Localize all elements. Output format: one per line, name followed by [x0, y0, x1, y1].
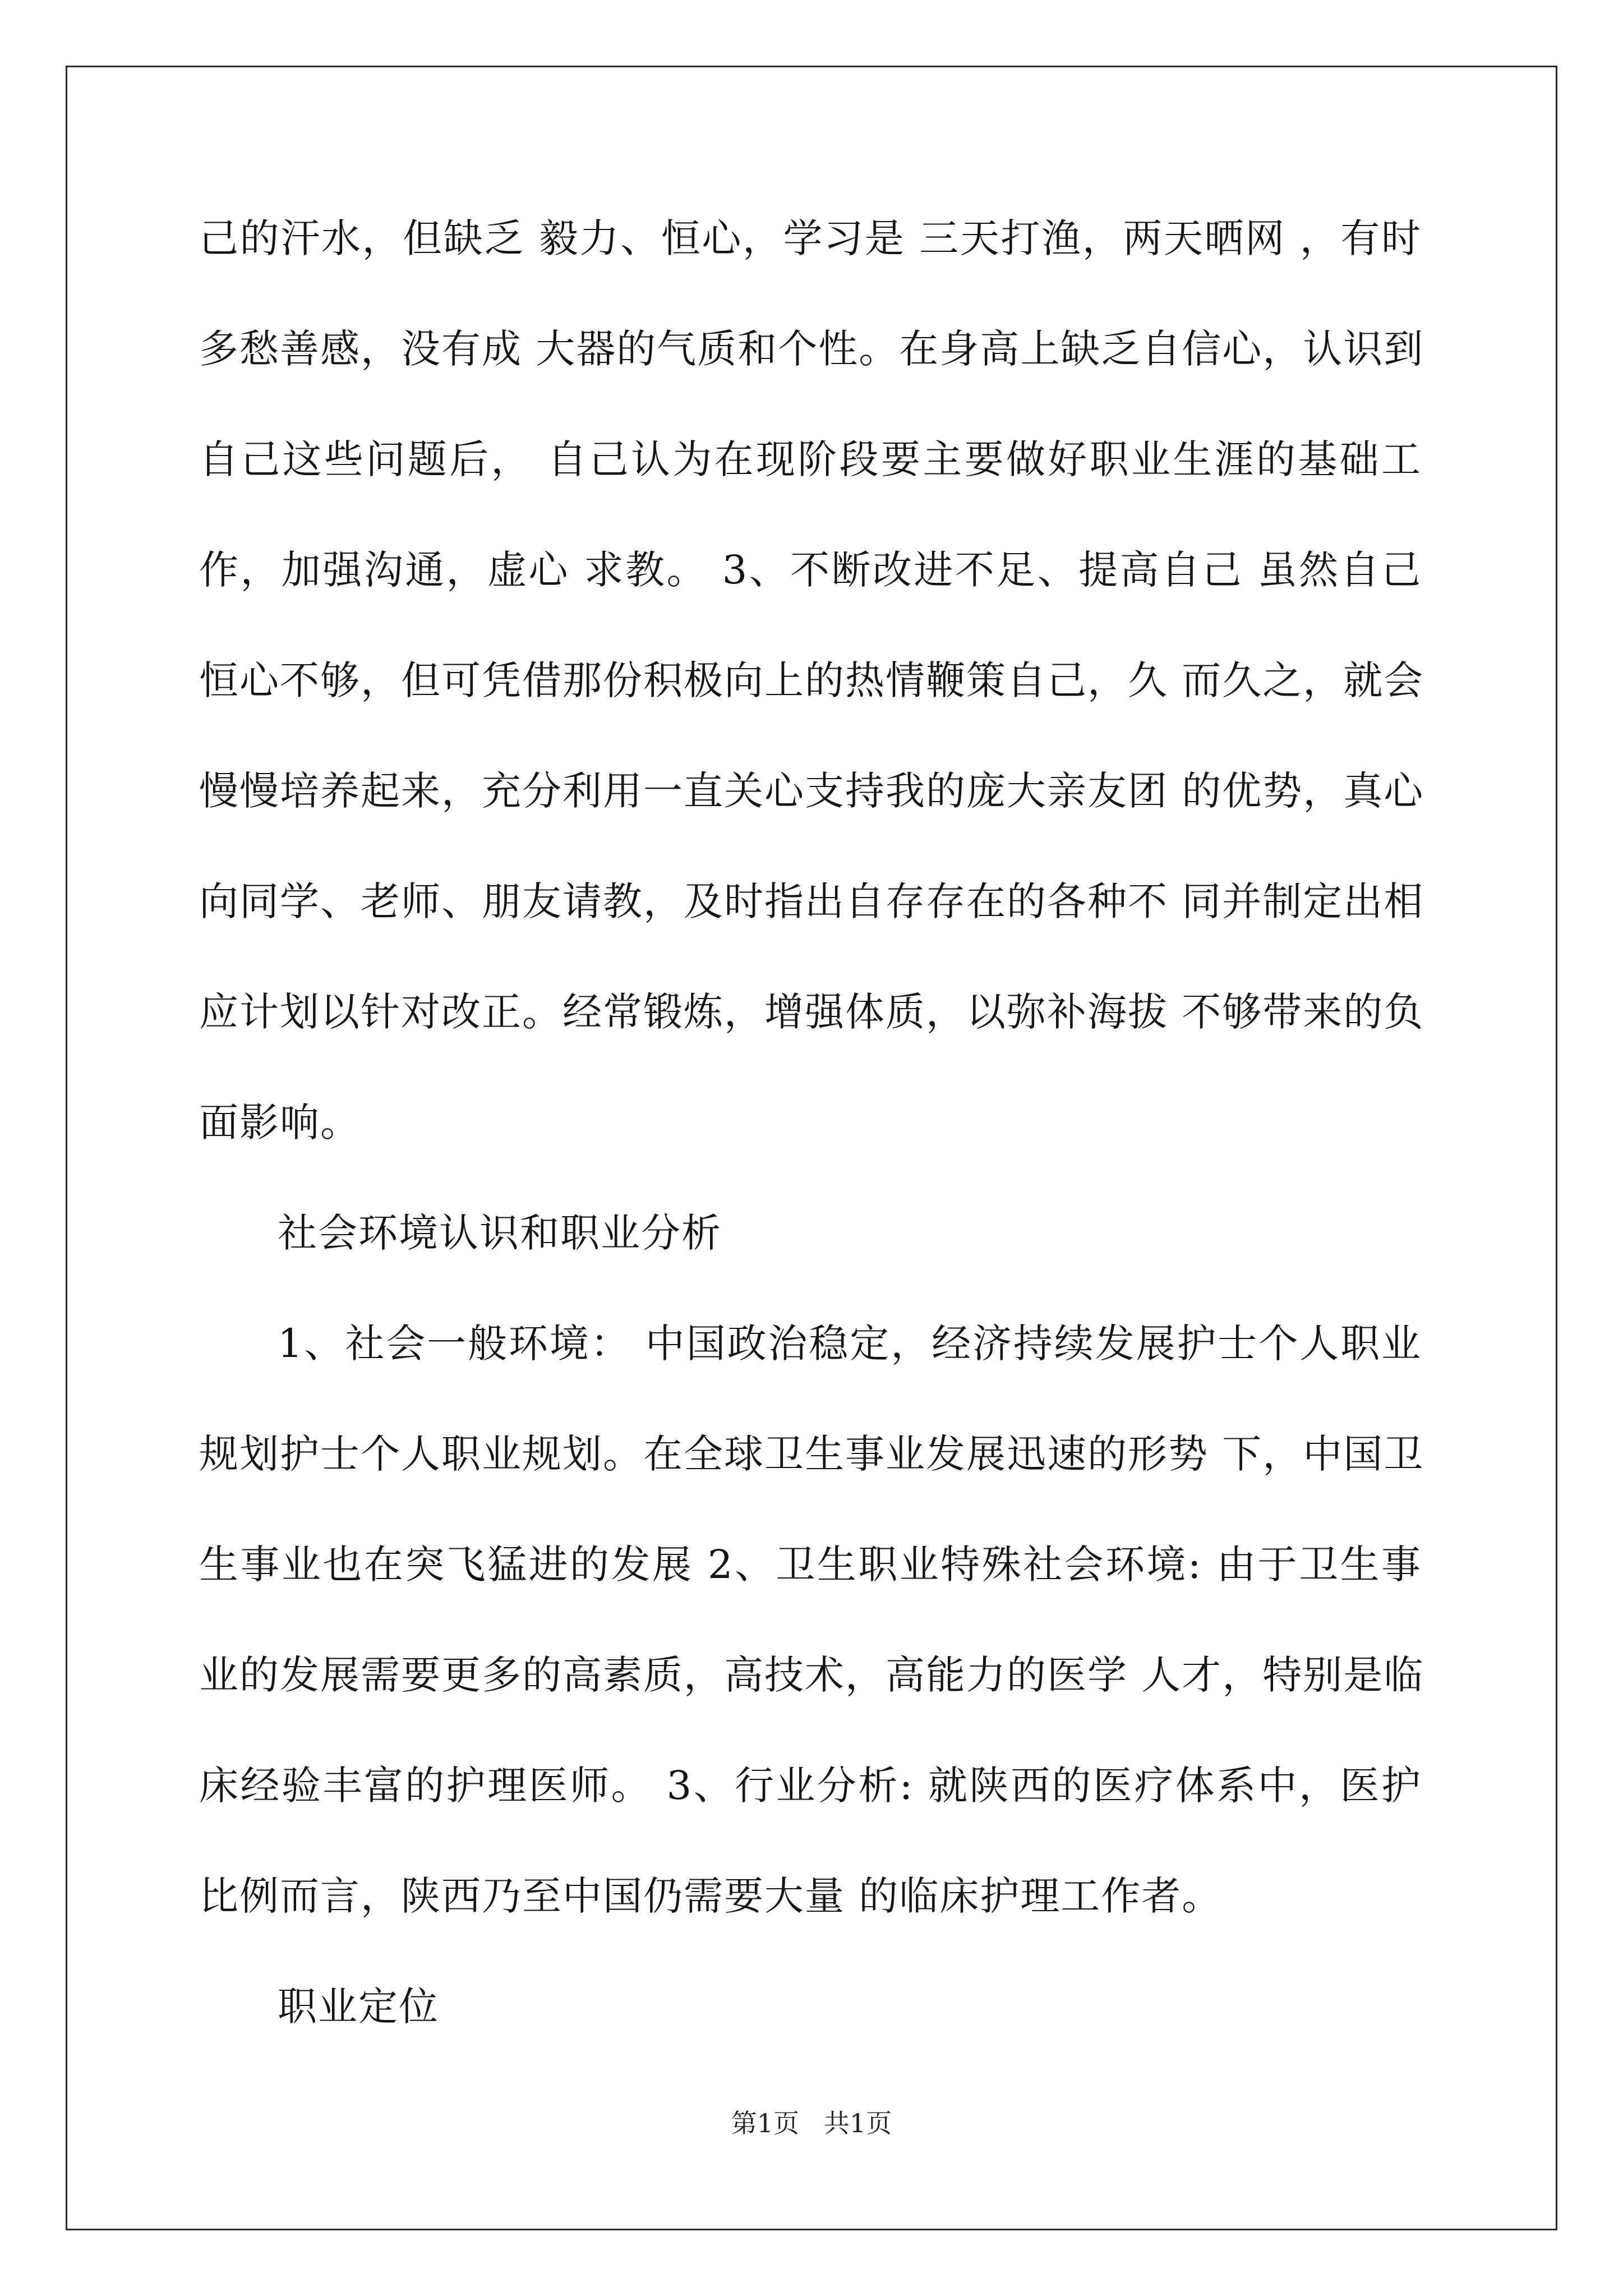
section-heading-social-environment: 社会环境认识和职业分析: [278, 1210, 722, 1256]
document-body: [199, 213, 1422, 2032]
text-line: 恒心不够，但可凭借那份积极向上的热情鞭策自己，久 而久之，就会: [199, 657, 1424, 703]
text-line: 自己这些问题后， 自己认为在现阶段要主要做好职业生涯的基础工: [199, 436, 1422, 482]
section-heading-career-positioning: 职业定位: [278, 1984, 439, 2030]
text-line: 1、社会一般环境： 中国政治稳定，经济持续发展护士个人职业: [278, 1320, 1422, 1366]
paragraph-self-improvement: [199, 213, 1422, 1148]
text-line: 作，加强沟通，虚心 求教。 3、不断改进不足、提高自己 虽然自己: [199, 547, 1422, 593]
text-line: 向同学、老师、朋友请教，及时指出自存存在的各种不 同并制定出相: [199, 878, 1424, 924]
text-line: 比例而言，陕西乃至中国仍需要大量 的临床护理工作者。: [199, 1873, 1223, 1919]
text-line: 应计划以针对改正。经常锻炼，增强体质，以弥补海拔 不够带来的负: [199, 989, 1424, 1035]
text-line: 慢慢培养起来，充分利用一直关心支持我的庞大亲友团 的优势，真心: [199, 768, 1424, 814]
paragraph-social-environment: [199, 1318, 1422, 1921]
text-line: 床经验丰富的护理医师。 3、行业分析: 就陕西的医疗体系中，医护: [199, 1763, 1422, 1809]
page-footer: 第1页 共1页: [731, 2108, 892, 2138]
text-line: 业的发展需要更多的高素质，高技术，高能力的医学 人才，特别是临: [199, 1652, 1424, 1698]
text-line: 多愁善感，没有成 大器的气质和个性。在身高上缺乏自信心，认识到: [199, 326, 1424, 372]
text-line: 己的汗水，但缺乏 毅力、恒心，学习是 三天打渔，两天晒网 ，有时: [199, 215, 1422, 261]
text-line: 规划护士个人职业规划。在全球卫生事业发展迅速的形势 下，中国卫: [199, 1431, 1424, 1477]
text-line: 面影响。: [199, 1099, 361, 1145]
text-line: 生事业也在突飞猛进的发展 2、卫生职业特殊社会环境: 由于卫生事: [199, 1542, 1422, 1588]
